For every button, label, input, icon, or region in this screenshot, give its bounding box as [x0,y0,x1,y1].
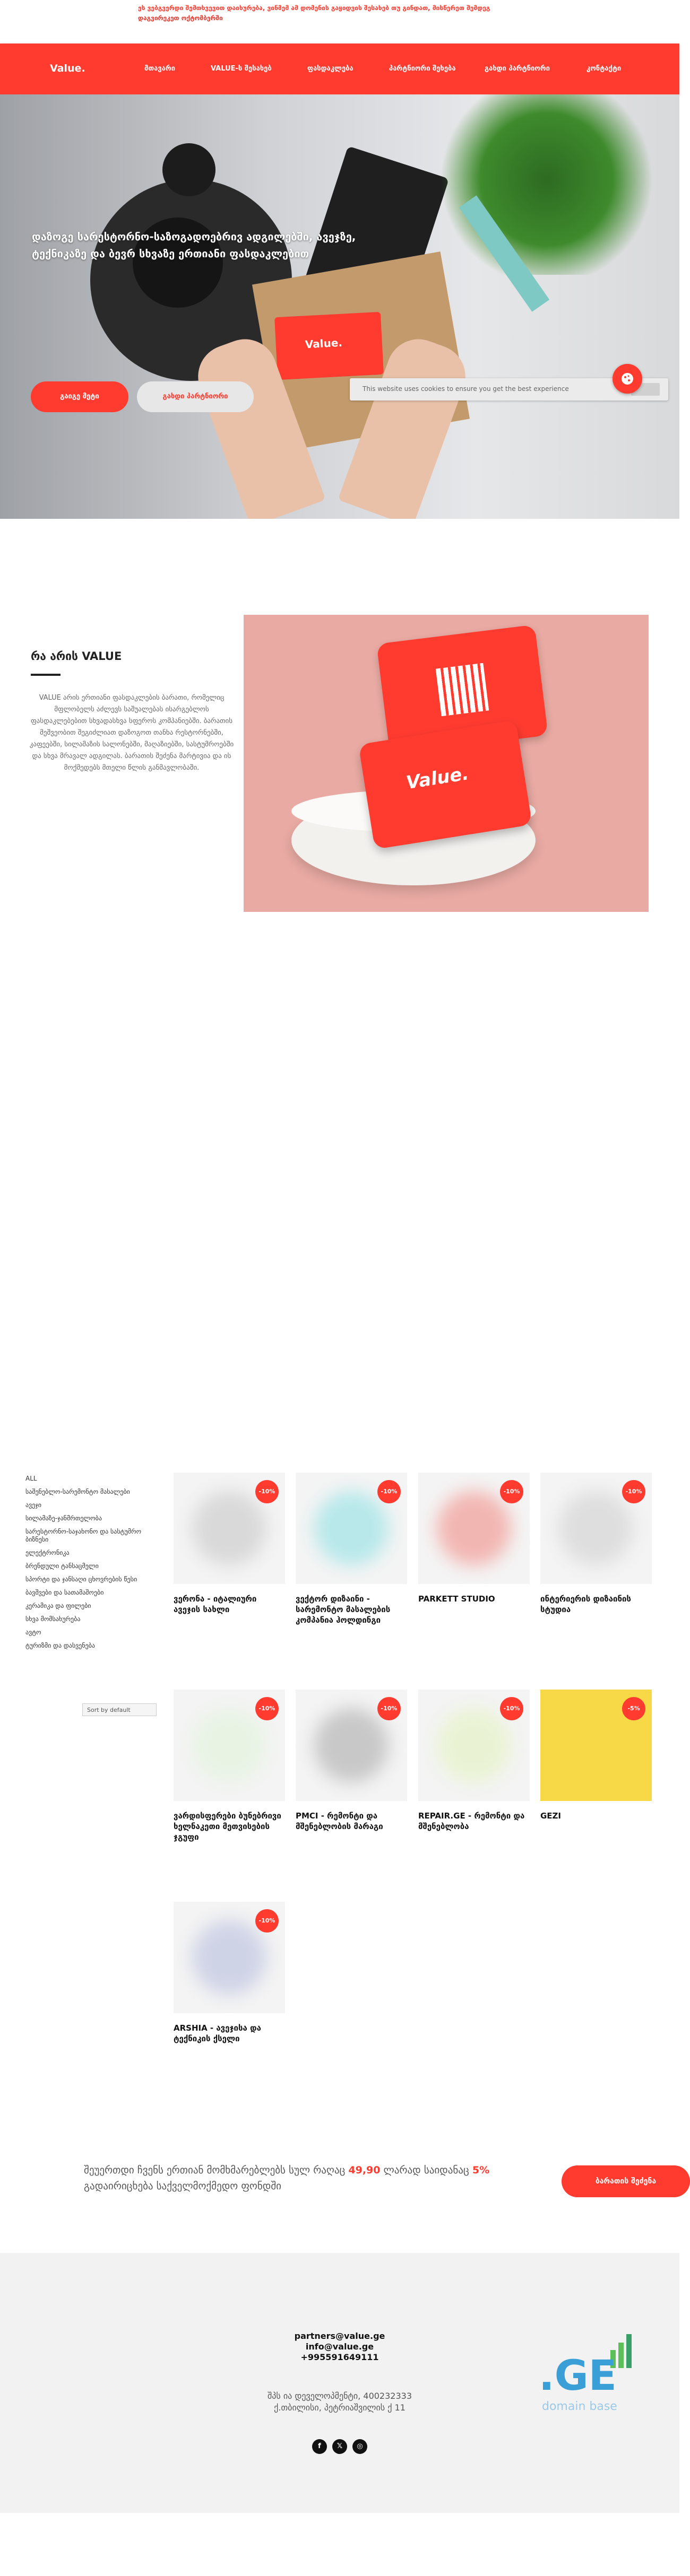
category-item[interactable]: სპორტი და ჯანსაღი ცხოვრების წესი [25,1576,137,1583]
footer-address: ქ.თბილისი, პეტრიაშვილის ქ 11 [274,2403,406,2413]
category-item[interactable]: სარესტორნო-საჯახონო და სასტუმრო ბიზნესი [25,1528,142,1543]
promo-text-mid: ლარად საიდანაც [380,2164,472,2176]
category-item[interactable]: ტურიზმი და დასვენება [25,1642,95,1649]
category-item[interactable]: ელექტრონიკა [25,1549,70,1556]
nav-item-become-partner[interactable]: გახდი პარტნიორი [485,65,550,73]
site-logo[interactable]: Value. [50,63,85,74]
category-item[interactable]: ავეჯი [25,1501,41,1509]
plant-shape [435,94,658,275]
notice-line-1: ეს ვებგვერდი შემთხვევით დაიხურება, ვინმემ ამ დომენის გაყიდვის შესახებ თუ გინდათ, მისწერეთ შემდეგ [138,4,490,12]
nav-item-home[interactable]: მთავარი [144,65,175,73]
product-image-blur [314,1491,389,1565]
about-divider [31,674,61,676]
product-title[interactable]: ARSHIA - ავეჯისა და ტექნიკის ქსელი [174,2023,261,2043]
card-logo-text: Value. [305,336,343,351]
product-title[interactable]: REPAIR.GE - რემონტი და მშენებლობა [418,1811,525,1831]
about-image [244,615,649,912]
become-partner-button[interactable]: გახდი პარტნიორი [137,381,254,412]
product-title[interactable]: ინტერიერის დიზაინის სტუდია [540,1594,631,1614]
nav-item-discounts[interactable]: ფასდაკლება [307,65,353,73]
promo-price: 49,90 [348,2164,381,2176]
discount-badge: -10% [255,1697,279,1720]
category-sidebar [25,1475,163,1655]
product-title[interactable]: ვარდისფერები ბუნებრივი ხელნაკეთი მეთვისების ჯგუფი [174,1811,281,1842]
front-card-logo: Value. [404,763,470,794]
promo-text [84,2162,524,2194]
footer-company: შპს ია დეველოპმენტი, 400232333 [268,2391,412,2401]
cookie-settings-icon[interactable] [613,364,642,394]
promo-percent: 5% [472,2164,490,2176]
promo-text-after: გადაირიცხება საქველმოქმედო ფონდში [84,2180,281,2192]
nav-item-contact[interactable]: კონტაქტი [586,65,622,73]
product-image-blur [314,1708,389,1782]
product-image-blur [192,1491,266,1565]
buy-card-button[interactable]: ბარათის შეძენა [562,2165,690,2197]
footer-email-info[interactable]: info@value.ge [305,2342,374,2352]
domain-logo-text: .GE [539,2352,617,2400]
product-title[interactable]: PMCI - რემონტი და მშენებლობის მარაგი [296,1811,383,1831]
product-image-blur [559,1491,633,1565]
product-image-blur [437,1708,511,1782]
category-item[interactable]: სილამაზე-ჯანმრთელობა [25,1515,102,1522]
about-title: რა არის VALUE [31,650,122,663]
inkpot-shape [162,143,215,196]
category-item[interactable]: ბრენდული ტანსაცმელი [25,1562,99,1570]
cookie-text: This website uses cookies to ensure you get the best experience [363,385,569,393]
product-image-blur [437,1491,511,1565]
product-title[interactable]: GEZI [540,1811,562,1821]
discount-badge: -10% [500,1697,523,1720]
category-item[interactable]: კერამიკა და ფილები [25,1602,91,1609]
site-header [0,43,679,94]
x-twitter-icon[interactable]: 𝕏 [332,2439,347,2454]
category-item[interactable]: ALL [25,1475,37,1482]
category-item[interactable]: ავტო [25,1629,41,1636]
nav-item-partners[interactable]: პარტნიორი შეხება [389,65,456,73]
nav-item-about[interactable]: VALUE-ს შესახებ [211,65,272,73]
category-item[interactable]: საშენებლო-სარემონტო მასალები [25,1488,130,1495]
value-card-image [274,312,384,380]
footer-email-partners[interactable]: partners@value.ge [294,2331,385,2341]
discount-badge: -10% [377,1697,401,1720]
notice-bar [0,0,679,43]
hero-title: დაზოგე სარესტორნო-საზოგადოებრივ ადგილებში, ავეჯზე, ტექნიკაზე და ბევრ სხვაზე ერთიანი ფასდაკლებით [32,230,356,260]
discount-badge: -10% [255,1909,279,1933]
product-title[interactable]: ვერონა - იტალიური ავეჯის სახლი [174,1594,257,1614]
sort-select[interactable]: Sort by default [82,1703,157,1716]
domain-base-label: domain base [542,2400,617,2413]
discount-badge: -10% [377,1480,401,1503]
discount-badge: -10% [255,1480,279,1503]
product-image-blur [192,1920,266,1995]
hero-section [0,94,679,519]
facebook-icon[interactable]: f [312,2439,327,2454]
learn-more-button[interactable]: გაიგე მეტი [31,381,128,412]
domain-base-logo[interactable] [539,2329,652,2414]
notice-line-2: დაგვირეკეთ ოქტომბერში [138,14,223,22]
product-image-blur [192,1708,266,1782]
qr-code-icon [436,663,489,716]
instagram-icon[interactable]: ◎ [352,2439,367,2454]
product-title[interactable]: PARKETT STUDIO [418,1594,495,1604]
discount-badge: -10% [500,1480,523,1503]
category-item[interactable]: სხვა მომსახურება [25,1615,81,1623]
promo-text-before: შეუერთდი ჩვენს ერთიან მომხმარებლებს სულ რაღაც [84,2164,349,2176]
footer-phone[interactable]: +995591649111 [300,2352,379,2362]
category-item[interactable]: ბავშვები და სათამაშოები [25,1589,104,1596]
discount-badge: -5% [622,1697,645,1720]
about-text: VALUE არის ერთიანი ფასდაკლების ბარათი, რომელიც მფლობელს აძლევს საშუალებას ისარგებლოს ფასდაკლებებით სხვადასხვა სფეროს კომპანიებში. ბარათის მეშვეობით შეგიძლიათ დაზოგოთ თანხა რესტორნებში, კაფეებში, სილამაზის სალონებში, მაღაზიებში, სასტუმროებში და სხვა მრავალ ადგილას. ბარათის შეძენა მარტივია და ის მოქმედებს მთელი წლის განმავლობაში. [29,694,234,772]
discount-badge: -10% [622,1480,645,1503]
product-title[interactable]: ვექტორ დიზაინი - სარემონტო მასალების კომპანია ჰოლდინგი [296,1594,391,1625]
